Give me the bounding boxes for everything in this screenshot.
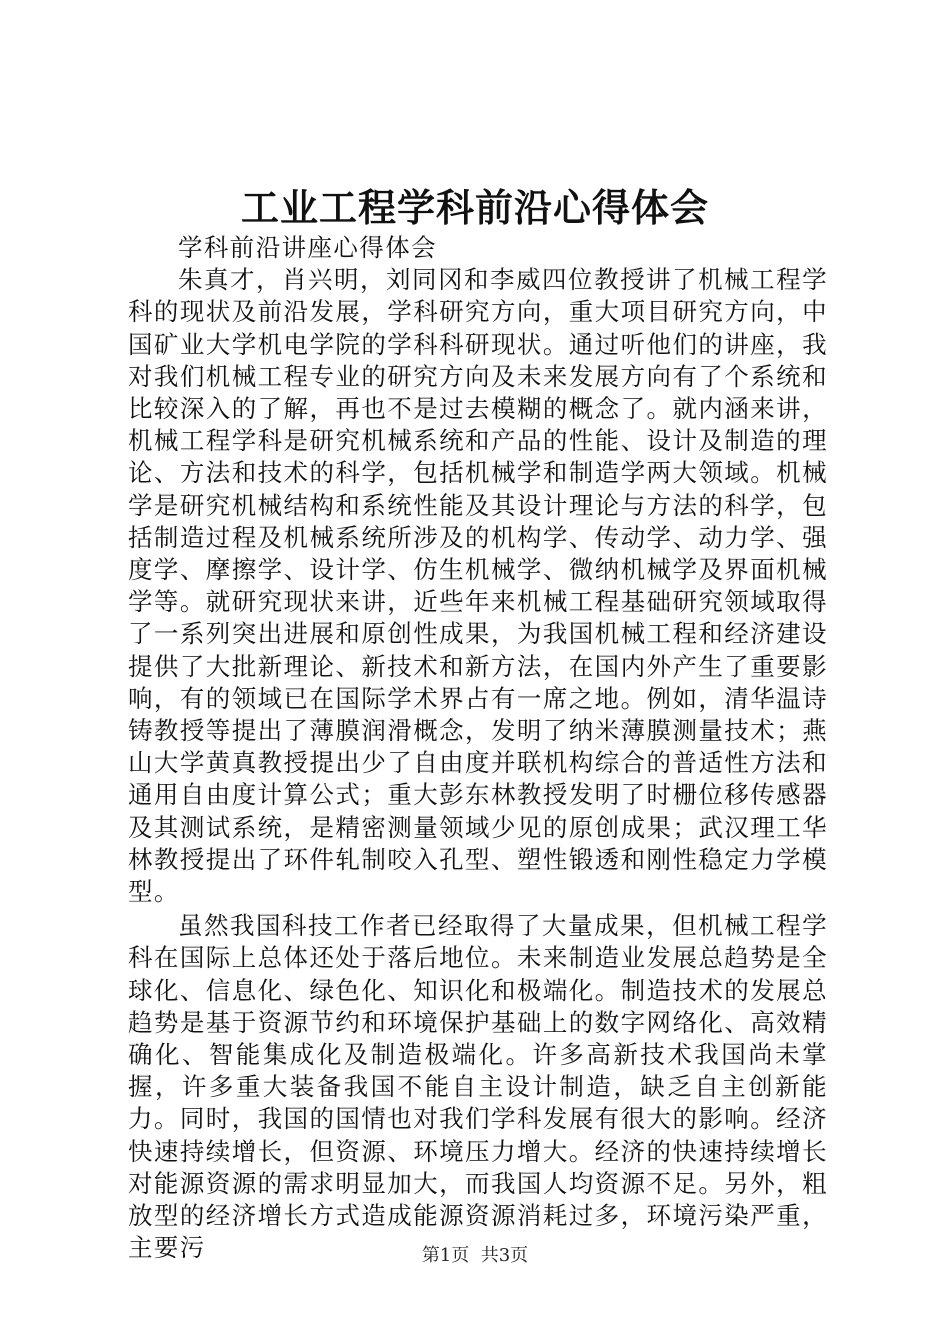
document-title: 工业工程学科前沿心得体会 (240, 185, 709, 230)
paragraph-2: 虽然我国科技工作者已经取得了大量成果，但机械工程学科在国际上总体还处于落后地位。未来制造业发展总趋势是全球化、信息化、绿色化、知识化和极端化。制造技术的发展总趋势是基于资源节约和环境保护基础上的数字网络化、高效精确化、智能集成化及制造极端化。许多高新技术我国尚未掌握，许多重大装备我国不能自主设计制造，缺乏自主创新能力。同时，我国的国情也对我们学科发展有很大的影响。经济快速持续增长，但资源、环境压力增大。经济的快速持续增长对能源资源的需求明显加大，而我国人均资源不足。另外，粗放型的经济增长方式造成能源资源消耗过多，环境污染严重，主要污 (128, 911, 828, 1263)
page-number-label: 第1页 共3页 (421, 1245, 529, 1266)
document-body (128, 232, 828, 1265)
document-subtitle: 学科前沿讲座心得体会 (178, 233, 437, 262)
paragraph-1: 朱真才，肖兴明，刘同冈和李威四位教授讲了机械工程学科的现状及前沿发展，学科研究方向，重大项目研究方向，中国矿业大学机电学院的学科科研现状。通过听他们的讲座，我对我们机械工程专业的研究方向及未来发展方向有了个系统和比较深入的了解，再也不是过去模糊的概念了。就内涵来讲，机械工程学科是研究机械系统和产品的性能、设计及制造的理论、方法和技术的科学，包括机械学和制造学两大领域。机械学是研究机械结构和系统性能及其设计理论与方法的科学，包括制造过程及机械系统所涉及的机构学、传动学、动力学、强度学、摩擦学、设计学、仿生机械学、微纳机械学及界面机械学等。就研究现状来讲，近些年来机械工程基础研究领域取得了一系列突出进展和原创性成果，为我国机械工程和经济建设提供了大批新理论、新技术和新方法，在国内外产生了重要影响，有的领域已在国际学术界占有一席之地。例如，清华温诗铸教授等提出了薄膜润滑概念，发明了纳米薄膜测量技术；燕山大学黄真教授提出少了自由度并联机构综合的普适性方法和通用自由度计算公式；重大彭东林教授发明了时栅位移传感器及其测试系统，是精密测量领域少见的原创成果；武汉理工华林教授提出了环件轧制咬入孔型、塑性锻透和刚性稳定力学模型。 (128, 265, 828, 907)
page-footer (0, 1244, 950, 1268)
